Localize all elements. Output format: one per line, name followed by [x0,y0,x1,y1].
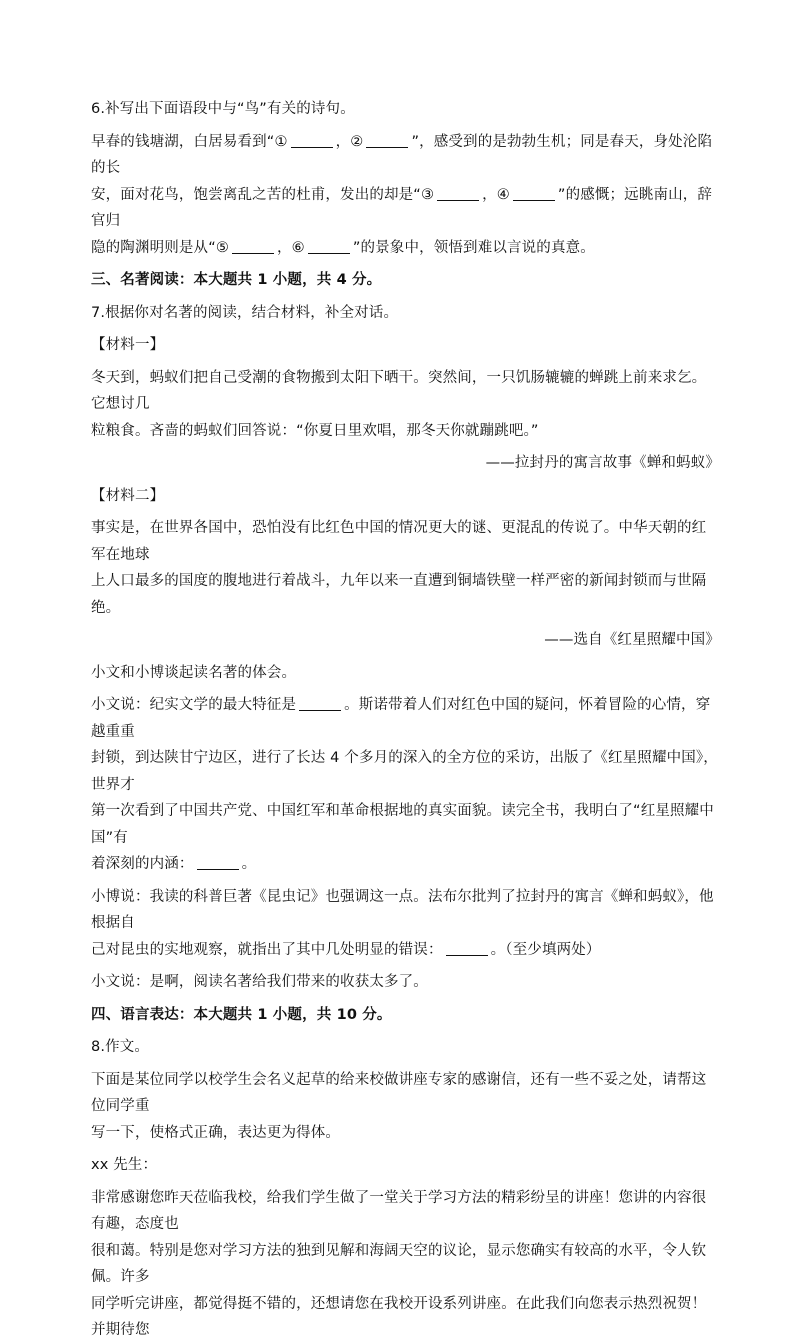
material-2-line-2: 上人口最多的国度的腹地进行着战斗，九年以来一直遭到铜墙铁壁一样严密的新闻封锁而与世隔绝。 [91,573,707,616]
answer-blank-1[interactable] [291,131,333,148]
section-3-heading: 三、名著阅读：本大题共 1 小题，共 4 分。 [91,272,382,288]
xiaowen-line-1: 小文说：纪实文学的最大特征是 。斯诺带着人们对红色中国的疑问，怀着冒险的心情，穿越重重 [91,692,720,745]
letter-body-2: 很和蔼。特别是您对学习方法的独到见解和海阔天空的议论，显示您确实有较高的水平，令人钦佩。许多 [91,1242,707,1285]
answer-blank-2[interactable] [366,131,408,148]
q6-title: 6.补写出下面语段中与“鸟”有关的诗句。 [91,101,355,117]
q6-line-1: 早春的钱塘湖，白居易看到“① ，② ”，感受到的是勃勃生机；同是春天，身处沦陷的长 [91,129,720,182]
material-1-line-2: 粒粮食。吝啬的蚂蚁们回答说：“你夏日里欢唱，那冬天你就蹦跳吧。” [91,422,539,439]
xiaowen-line-3: 第一次看到了中国共产党、中国红军和革命根据地的真实面貌。读完全书，我明白了“红星照耀中国”有 [91,803,714,846]
material-1-title: 【材料一】 [91,337,165,353]
material-1-source: ——拉封丹的寓言故事《蝉和蚂蚁》 [485,455,720,471]
material-2-line-1: 事实是，在世界各国中，恐怕没有比红色中国的情况更大的谜、更混乱的传说了。中华天朝的红军在地球 [91,520,707,563]
answer-blank-8[interactable] [197,853,239,870]
answer-blank-7[interactable] [299,694,341,711]
letter-body-3: 同学听完讲座，都觉得挺不错的，还想请您在我校开设系列讲座。在此我们向您表示热烈祝贺！并期待您 [91,1295,707,1338]
xiaobo-line-2: 己对昆虫的实地观察，就指出了其中几处明显的错误： 。（至少填两处） [91,937,720,964]
material-2-source: ——选自《红星照耀中国》 [544,632,720,648]
q8-line-1: 下面是某位同学以校学生会名义起草的给来校做讲座专家的感谢信，还有一些不妥之处，请帮这位同学重 [91,1071,707,1114]
q8-line-2: 写一下，使格式正确，表达更为得体。 [91,1124,341,1141]
xiaobo-line-1: 小博说：我读的科普巨著《昆虫记》也强调这一点。法布尔批判了拉封丹的寓言《蝉和蚂蚁》，他根据自 [91,888,714,931]
material-1-line-1: 冬天到，蚂蚁们把自己受潮的食物搬到太阳下晒干。突然间，一只饥肠辘辘的蝉跳上前来求乞。它想讨几 [91,369,707,412]
dialogue-intro: 小文和小博谈起读名著的体会。 [91,664,297,681]
document-page [91,96,720,1344]
letter-salutation: xx 先生： [91,1157,158,1173]
q6-line-2: 安，面对花鸟，饱尝离乱之苦的杜甫，发出的却是“③ ，④ ”的感慨；远眺南山，辞官归 [91,182,720,235]
answer-blank-3[interactable] [437,184,479,201]
material-2-title: 【材料二】 [91,487,165,504]
answer-blank-4[interactable] [513,184,555,201]
xiaowen-final: 小文说：是啊，阅读名著给我们带来的收获太多了。 [91,974,428,990]
answer-blank-6[interactable] [308,237,350,254]
q8-title: 8.作文。 [91,1039,150,1055]
answer-blank-9[interactable] [446,939,488,956]
answer-blank-5[interactable] [232,237,274,254]
xiaowen-line-2: 封锁，到达陕甘宁边区，进行了长达 4 个多月的深入的全方位的采访，出版了《红星照耀中国》，世界才 [91,750,718,793]
q7-title: 7.根据你对名著的阅读，结合材料，补全对话。 [91,304,399,321]
section-4-heading: 四、语言表达：本大题共 1 小题，共 10 分。 [91,1006,392,1023]
xiaowen-line-4: 着深刻的内涵： 。 [91,851,720,878]
q6-line-3: 隐的陶渊明则是从“⑤ ，⑥ ”的景象中，领悟到难以言说的真意。 [91,235,720,262]
letter-body-1: 非常感谢您昨天莅临我校，给我们学生做了一堂关于学习方法的精彩纷呈的讲座！您讲的内容很有趣，态度也 [91,1189,707,1232]
